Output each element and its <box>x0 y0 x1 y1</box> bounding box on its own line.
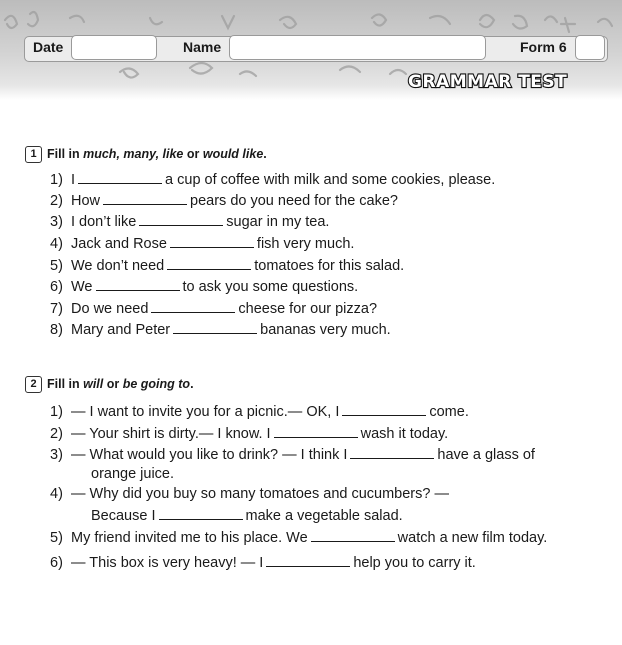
item-text-before: We don’t need <box>71 258 165 274</box>
answer-blank[interactable] <box>274 425 358 438</box>
item-number: 4) <box>50 486 63 502</box>
s1-item-5 <box>50 257 404 274</box>
answer-blank[interactable] <box>311 529 395 542</box>
item-text-after: bananas very much. <box>260 322 391 338</box>
s1-item-8 <box>50 321 391 338</box>
s1-item-3 <box>50 213 329 230</box>
form-label: Form 6 <box>520 39 567 55</box>
s2-item-4 <box>50 486 449 502</box>
answer-blank[interactable] <box>151 300 235 313</box>
answer-blank[interactable] <box>170 235 254 248</box>
item-number: 3) <box>50 447 63 463</box>
item-text-after: fish very much. <box>256 236 355 252</box>
s2-item-2 <box>50 425 448 442</box>
s2-item-1 <box>50 403 469 420</box>
answer-blank[interactable] <box>103 192 187 205</box>
item-number: 7) <box>50 301 63 317</box>
s1-item-6 <box>50 278 358 295</box>
section-2-instr-prefix: Fill in <box>47 376 84 391</box>
item-number: 3) <box>50 214 63 230</box>
section-1-instr-prefix: Fill in <box>47 146 84 161</box>
item-text-before: — Your shirt is dirty.— I know. I <box>71 426 271 442</box>
answer-blank[interactable] <box>167 257 251 270</box>
s2-item-5 <box>50 529 547 546</box>
item-number: 6) <box>50 279 63 295</box>
item-text-after: pears do you need for the cake? <box>190 193 398 209</box>
item-text-before: My friend invited me to his place. We <box>71 530 308 546</box>
item-text-after: come. <box>429 404 469 420</box>
item-text-after: to ask you some questions. <box>182 279 359 295</box>
answer-blank[interactable] <box>78 171 162 184</box>
s2-item-3-continuation: orange juice. <box>91 466 175 482</box>
item-text-after: watch a new film today. <box>397 530 548 546</box>
s1-item-2 <box>50 192 398 209</box>
item-number: 2) <box>50 193 63 209</box>
item-text-before: — I want to invite you for a picnic.— OK, I <box>71 404 340 420</box>
section-2-heading <box>25 376 194 393</box>
section-2-instr-going-to: be going to <box>122 376 191 391</box>
section-2-instr-will: will <box>83 376 104 391</box>
answer-blank[interactable] <box>173 321 257 334</box>
item-number: 8) <box>50 322 63 338</box>
s2-item-6 <box>50 554 476 571</box>
item-text-before: I <box>71 172 76 188</box>
name-field[interactable] <box>229 35 486 60</box>
item-number: 1) <box>50 172 63 188</box>
form-field[interactable] <box>575 35 605 60</box>
item-text-before: Do we need <box>71 301 149 317</box>
item-text-after: have a glass of <box>437 447 535 463</box>
section-2-instr-or: or <box>103 376 123 391</box>
s1-item-1 <box>50 171 495 188</box>
answer-blank[interactable] <box>96 278 180 291</box>
item-text-after: tomatoes for this salad. <box>254 258 405 274</box>
item-text-after: wash it today. <box>360 426 449 442</box>
section-2-instr-suffix: . <box>190 376 194 391</box>
grammar-test-title: GRAMMAR TEST <box>408 72 568 92</box>
section-1-instr-words-2: would like <box>202 146 264 161</box>
item-text-before: How <box>71 193 101 209</box>
item-text-before: Mary and Peter <box>71 322 171 338</box>
item-number: 4) <box>50 236 63 252</box>
s2-item-4-line2 <box>91 507 403 524</box>
answer-blank[interactable] <box>139 213 223 226</box>
item-number: 5) <box>50 258 63 274</box>
date-field[interactable] <box>71 35 157 60</box>
item-number: 1) <box>50 404 63 420</box>
item-text-before: We <box>71 279 93 295</box>
item-number: 6) <box>50 555 63 571</box>
section-1-instr-words: much, many, like <box>83 146 184 161</box>
section-1-instr-or: or <box>183 146 203 161</box>
s2-item-3 <box>50 446 535 463</box>
item-number: 5) <box>50 530 63 546</box>
item-text-after: a cup of coffee with milk and some cookies, please. <box>165 172 496 188</box>
answer-blank[interactable] <box>159 507 243 520</box>
item-text-before: Jack and Rose <box>71 236 167 252</box>
section-1-number: 1 <box>25 146 42 163</box>
item-text-after: make a vegetable salad. <box>245 508 403 524</box>
s1-item-4 <box>50 235 354 252</box>
answer-blank[interactable] <box>350 446 434 459</box>
item-text-after: help you to carry it. <box>353 555 476 571</box>
answer-blank[interactable] <box>342 403 426 416</box>
section-1-heading <box>25 146 267 163</box>
item-text-before: Because I <box>91 508 156 524</box>
item-text-after: sugar in my tea. <box>226 214 330 230</box>
s1-item-7 <box>50 300 377 317</box>
name-label: Name <box>183 39 222 55</box>
item-text-before: — This box is very heavy! — I <box>71 555 264 571</box>
section-2-number: 2 <box>25 376 42 393</box>
item-number: 2) <box>50 426 63 442</box>
date-label: Date <box>33 39 64 55</box>
item-text-after: cheese for our pizza? <box>238 301 378 317</box>
item-text-line1: — Why did you buy so many tomatoes and cucumbers? — <box>71 486 449 502</box>
section-1-instr-suffix: . <box>263 146 267 161</box>
item-text-before: I don’t like <box>71 214 137 230</box>
item-text-before: — What would you like to drink? — I think I <box>71 447 348 463</box>
answer-blank[interactable] <box>266 554 350 567</box>
